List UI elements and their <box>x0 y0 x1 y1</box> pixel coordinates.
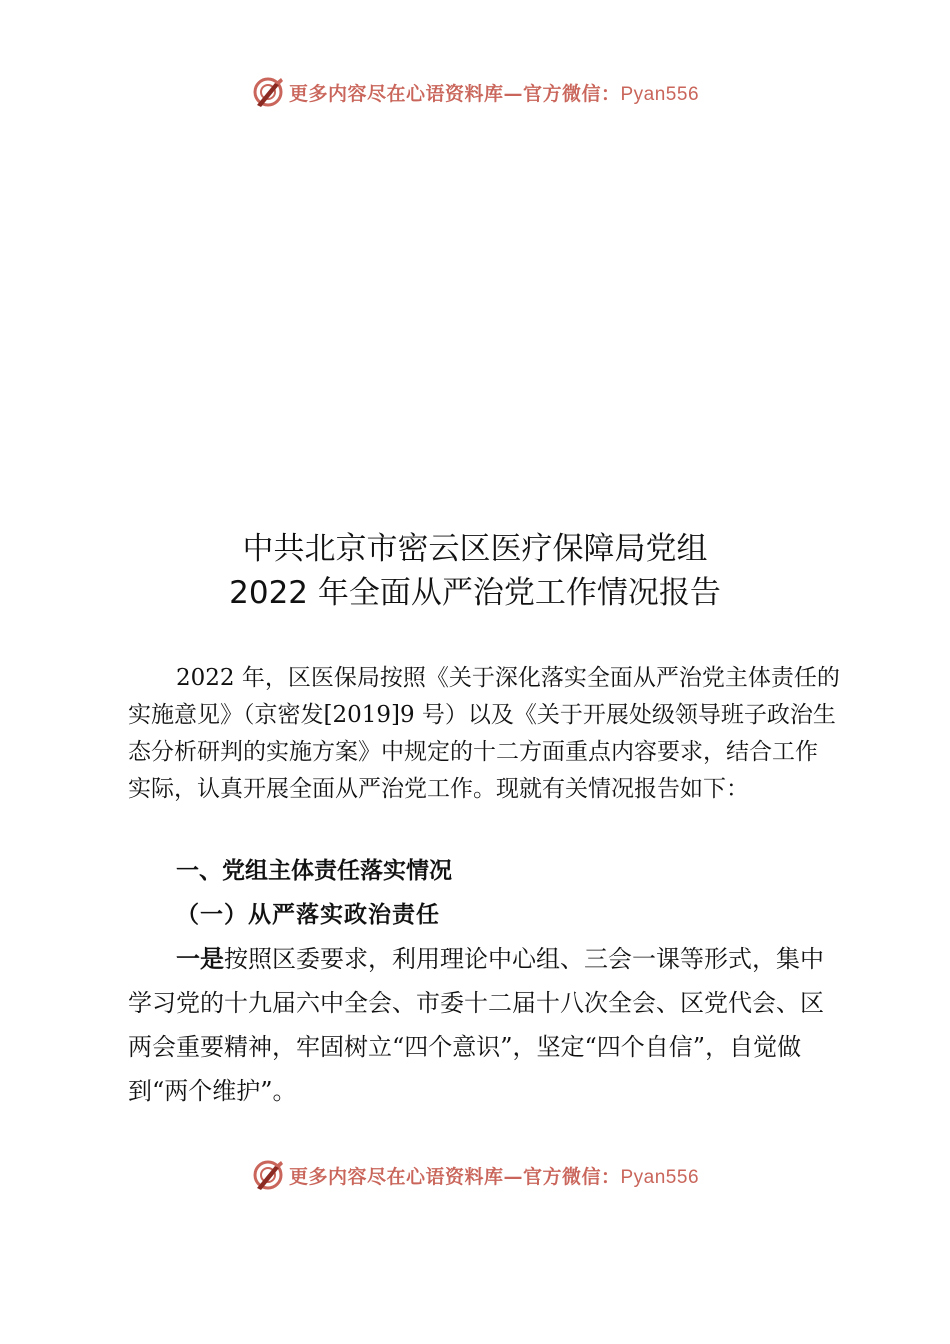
title-line-2: 2022 年全面从严治党工作情况报告 <box>229 575 721 611</box>
watermark-banner-bottom <box>0 1155 950 1195</box>
pen-seal-icon <box>251 1158 285 1192</box>
watermark-banner-top <box>0 72 950 112</box>
paragraph-1 <box>128 937 840 1113</box>
watermark-text: 更多内容尽在心语资料库—官方微信：Pyan556 <box>288 82 700 105</box>
pen-seal-icon <box>251 75 285 109</box>
paragraph-1-text: 按照区委要求，利用理论中心组、三会一课等形式，集中学习党的十九届六中全会、市委十二届十八次全会、区党代会、区两会重要精神，牢固树立“四个意识”，坚定“四个自信”，自觉做到“两个维护”。 <box>128 945 824 1105</box>
paragraph-1-lead: 一是 <box>176 945 224 973</box>
subsection-heading-1: （一）从严落实政治责任 <box>176 901 440 928</box>
section-heading-1: 一、党组主体责任落实情况 <box>176 858 452 884</box>
document-title <box>0 527 950 615</box>
intro-paragraph: 2022 年，区医保局按照《关于深化落实全面从严治党主体责任的实施意见》（京密发[2019]9 号）以及《关于开展处级领导班子政治生态分析研判的实施方案》中规定的十二方面重点内容要求，结合工作实际，认真开展全面从严治党工作。现就有关情况报告如下： <box>128 665 840 802</box>
watermark-text: 更多内容尽在心语资料库—官方微信：Pyan556 <box>288 1165 700 1188</box>
title-line-1: 中共北京市密云区医疗保障局党组 <box>242 531 708 567</box>
